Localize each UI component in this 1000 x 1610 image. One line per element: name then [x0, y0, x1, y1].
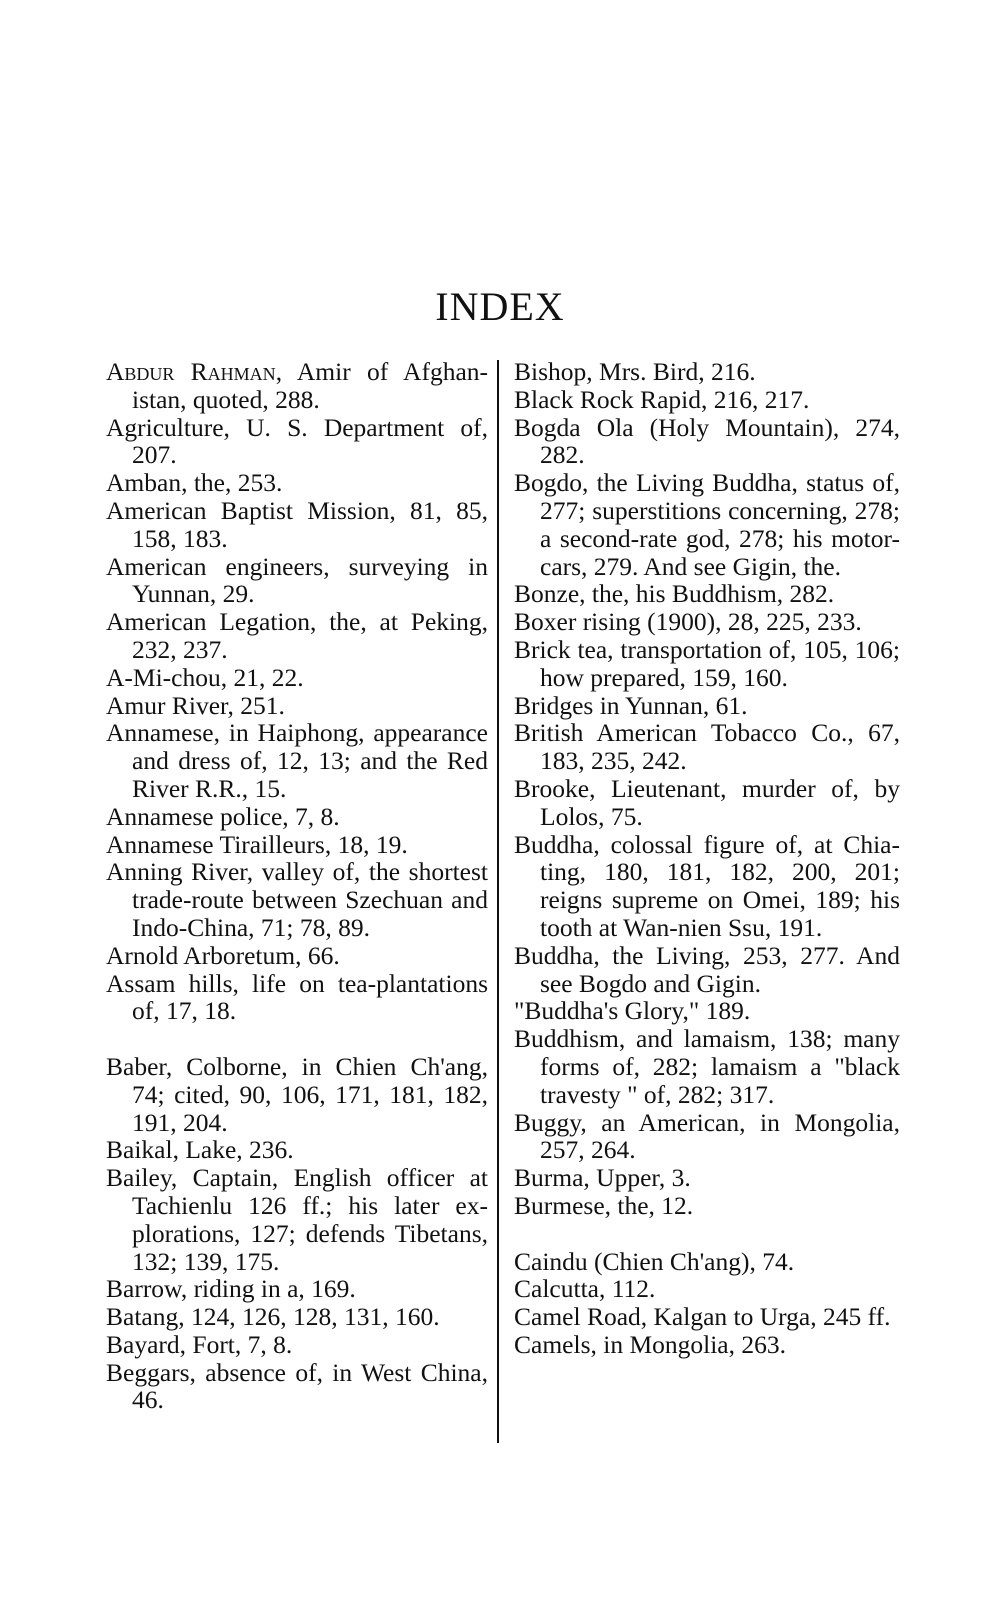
index-entry-text: Bridges in Yunnan, 61.: [514, 690, 748, 720]
index-entry: [106, 1275, 488, 1303]
index-entry: [514, 1331, 900, 1359]
index-entry-text: Burmese, the, 12.: [514, 1190, 694, 1220]
index-entry-text: American engineers, surveying in Yunnan, 29.: [106, 551, 488, 609]
index-entry-text: "Buddha's Glory," 189.: [514, 996, 751, 1026]
index-entry-text: Camel Road, Kalgan to Urga, 245 ff.: [514, 1302, 891, 1332]
index-entry: [514, 1248, 900, 1276]
index-entry: [106, 970, 488, 1026]
index-entry-text: Buddha, colossal figure of, at Chia-ting, 180, 181, 182, 200, 201; reigns supreme on Omei, 189; his tooth at Wan-nien Ssu, 191.: [514, 829, 900, 942]
index-entry-text: Buggy, an American, in Mongolia, 257, 264.: [514, 1107, 900, 1165]
index-entry-text: Bailey, Captain, English officer at Tachienlu 126 ff.; his later explorations, 127; defends Tibetans, 132; 139, 175.: [106, 1163, 488, 1276]
index-entry-text: Bogda Ola (Holy Mountain), 274, 282.: [514, 412, 900, 470]
index-entry-text: Burma, Upper, 3.: [514, 1163, 691, 1193]
index-entry-text: Bogdo, the Living Buddha, status of, 277; superstitions concerning, 278; a second-rate god, 278; his motor-cars, 279. And see Gigin, the.: [514, 468, 900, 581]
index-entry-text: Amur River, 251.: [106, 690, 285, 720]
index-entry: [106, 608, 488, 664]
index-entry: [514, 414, 900, 470]
index-entry-text: Bonze, the, his Buddhism, 282.: [514, 579, 835, 609]
index-entry: [514, 608, 900, 636]
index-entry-text: American Legation, the, at Peking, 232, 237.: [106, 607, 488, 664]
index-entry: [514, 997, 900, 1025]
index-entry-text: Brick tea, transportation of, 105, 106; how prepared, 159, 160.: [514, 634, 900, 692]
index-entry: [514, 1025, 900, 1108]
index-entry-text: , Amir of Afghanistan, quoted, 288.: [132, 357, 489, 414]
index-entry: [106, 1164, 488, 1275]
index-entry: [106, 553, 488, 609]
index-entry-text: Brooke, Lieutenant, murder of, by Lolos, 75.: [514, 773, 900, 831]
index-entry-lead: Abdur Rahman: [106, 357, 276, 386]
index-entry: [514, 1275, 900, 1303]
index-entry: [106, 1331, 488, 1359]
letter-section-gap: [106, 1025, 488, 1053]
index-entry: [106, 1359, 488, 1415]
index-entry-text: Buddhism, and lamaism, 138; many forms of, 282; lamaism a "black travesty " of, 282; 317.: [514, 1024, 900, 1109]
index-entry: [106, 497, 488, 553]
index-column-left: [106, 358, 488, 1414]
index-entry: [106, 1053, 488, 1136]
letter-section-gap: [514, 1220, 900, 1248]
index-entry-text: Caindu (Chien Ch'ang), 74.: [514, 1246, 795, 1276]
index-entry-text: American Baptist Mission, 81, 85, 158, 183.: [106, 495, 488, 553]
index-entry: [514, 719, 900, 775]
index-entry: [514, 358, 900, 386]
index-entry-text: Assam hills, life on tea-plantations of, 17, 18.: [106, 968, 488, 1026]
index-entry: [514, 942, 900, 998]
index-entry-text: Amban, the, 253.: [106, 468, 283, 498]
index-entry: [106, 803, 488, 831]
page-title: INDEX: [435, 284, 565, 329]
index-entry-text: Annamese police, 7, 8.: [106, 801, 340, 831]
index-entry: [106, 664, 488, 692]
index-entry-text: Bishop, Mrs. Bird, 216.: [514, 357, 756, 386]
index-entry-text: Beggars, absence of, in West China, 46.: [106, 1357, 488, 1415]
index-entry: [106, 414, 488, 470]
index-entry-text: Baikal, Lake, 236.: [106, 1135, 294, 1165]
index-entry: [106, 858, 488, 941]
index-entry: [514, 580, 900, 608]
index-entry-text: Boxer rising (1900), 28, 225, 233.: [514, 607, 862, 637]
index-entry-text: Calcutta, 112.: [514, 1274, 656, 1304]
index-entry: [514, 692, 900, 720]
index-entry-text: Arnold Arboretum, 66.: [106, 940, 340, 970]
index-entry-text: Barrow, riding in a, 169.: [106, 1274, 356, 1304]
index-entry-text: Agriculture, U. S. Department of, 207.: [106, 412, 488, 470]
index-entry: [106, 692, 488, 720]
index-entry: [514, 1192, 900, 1220]
index-entry: [514, 1303, 900, 1331]
index-entry-text: British American Tobacco Co., 67, 183, 235, 242.: [514, 718, 900, 776]
index-entry-text: A-Mi-chou, 21, 22.: [106, 662, 304, 692]
index-column-right: [514, 358, 900, 1359]
index-entry: [106, 469, 488, 497]
index-entry-text: Annamese Tirailleurs, 18, 19.: [106, 829, 408, 859]
index-entry-text: Camels, in Mongolia, 263.: [514, 1329, 786, 1359]
index-entry: [514, 775, 900, 831]
index-entry-text: Batang, 124, 126, 128, 131, 160.: [106, 1302, 440, 1332]
index-entry-text: Anning River, valley of, the shortest trade-route between Szechuan and Indo-China, 71; 78, 89.: [106, 857, 488, 942]
index-entry: [514, 831, 900, 942]
index-entry: [106, 1303, 488, 1331]
index-entry-text: Buddha, the Living, 253, 277. And see Bogdo and Gigin.: [514, 940, 900, 998]
index-entry: [106, 942, 488, 970]
index-entry: [514, 386, 900, 414]
index-entry: [106, 358, 488, 414]
index-entry-text: Annamese, in Haiphong, appearance and dress of, 12, 13; and the Red River R.R., 15.: [106, 718, 488, 803]
index-entry: [514, 1164, 900, 1192]
index-entry: [106, 719, 488, 802]
index-entry: [106, 831, 488, 859]
index-entry: [106, 1136, 488, 1164]
index-entry-text: Baber, Colborne, in Chien Ch'ang, 74; cited, 90, 106, 171, 181, 182, 191, 204.: [106, 1051, 488, 1137]
index-entry: [514, 636, 900, 692]
index-entry: [514, 1109, 900, 1165]
index-entry: [514, 469, 900, 580]
column-divider: [497, 360, 499, 1443]
index-entry-text: Bayard, Fort, 7, 8.: [106, 1329, 293, 1359]
index-entry-text: Black Rock Rapid, 216, 217.: [514, 384, 810, 414]
